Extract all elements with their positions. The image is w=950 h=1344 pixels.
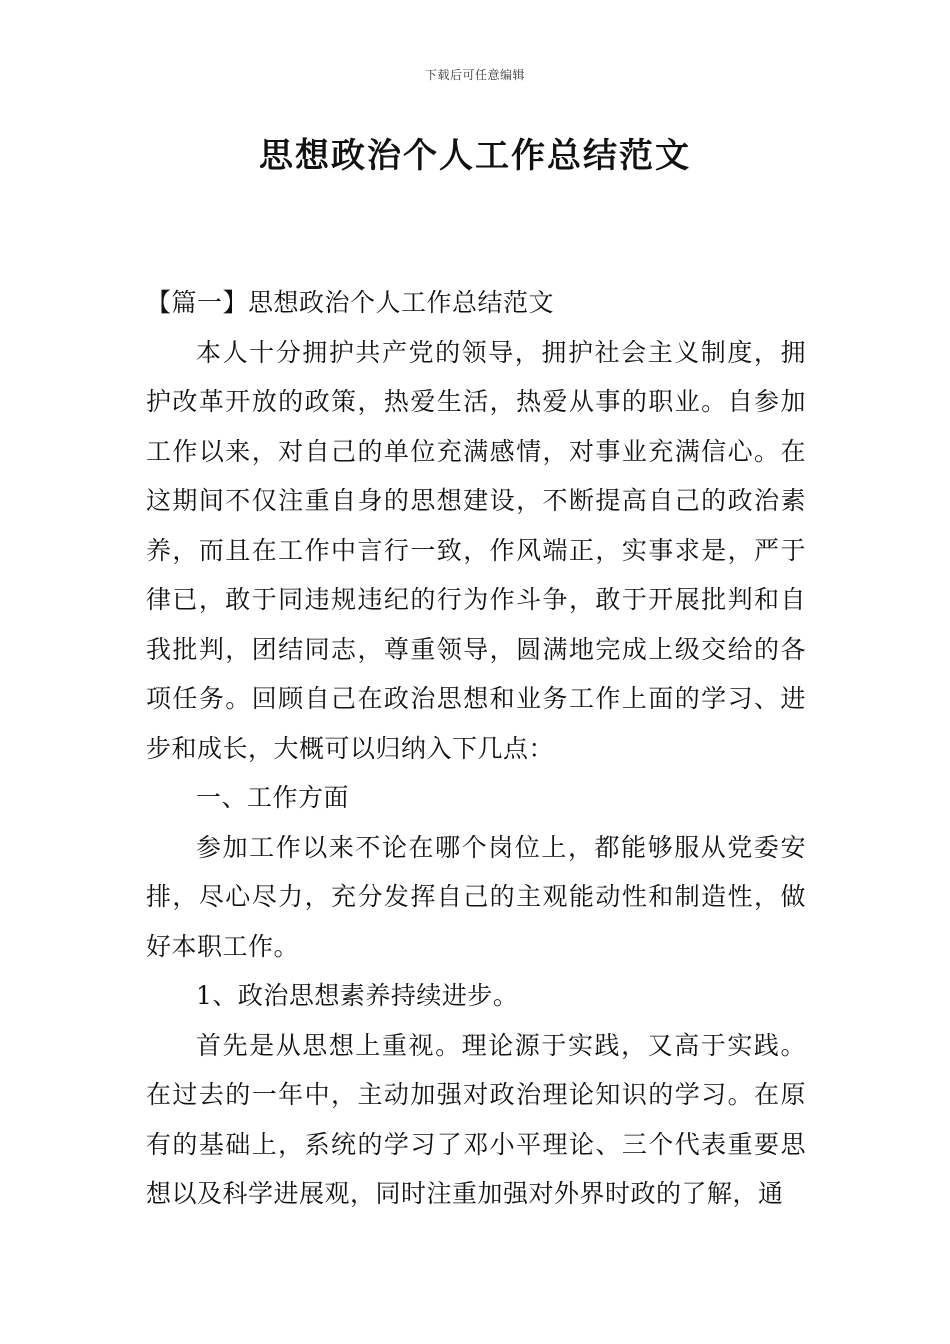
subheading-political: 1、政治思想素养持续进步。	[196, 981, 519, 1010]
paragraph-work: 参加工作以来不论在哪个岗位上，都能够服从党委安排，尽心尽力，充分发挥自己的主观能动性和制造性，做好本职工作。	[146, 832, 806, 961]
paragraph-intro: 本人十分拥护共产党的领导，拥护社会主义制度，拥护改革开放的政策，热爱生活，热爱从事的职业。自参加工作以来，对自己的单位充满感情，对事业充满信心。在这期间不仅注重自身的思想建设，不断提高自己的政治素养，而且在工作中言行一致，作风端正，实事求是，严于律已，敢于同违规违纪的行为作斗争，敢于开展批判和自我批判，团结同志，尊重领导，圆满地完成上级交给的各项任务。回顾自己在政治思想和业务工作上面的学习、进步和成长，大概可以归纳入下几点：	[146, 337, 806, 763]
section-heading: 【篇一】思想政治个人工作总结范文	[146, 288, 555, 317]
paragraph-political: 首先是从思想上重视。理论源于实践，又高于实践。在过去的一年中，主动加强对政治理论知识的学习。在原有的基础上，系统的学习了邓小平理论、三个代表重要思想以及科学进展观，同时注重加强对外界时政的了解，通	[146, 1030, 806, 1208]
document-title: 思想政治个人工作总结范文	[259, 136, 691, 176]
document-body	[146, 278, 806, 1219]
header-note: 下载后可任意编辑	[424, 68, 525, 82]
subheading-work: 一、工作方面	[196, 783, 350, 812]
